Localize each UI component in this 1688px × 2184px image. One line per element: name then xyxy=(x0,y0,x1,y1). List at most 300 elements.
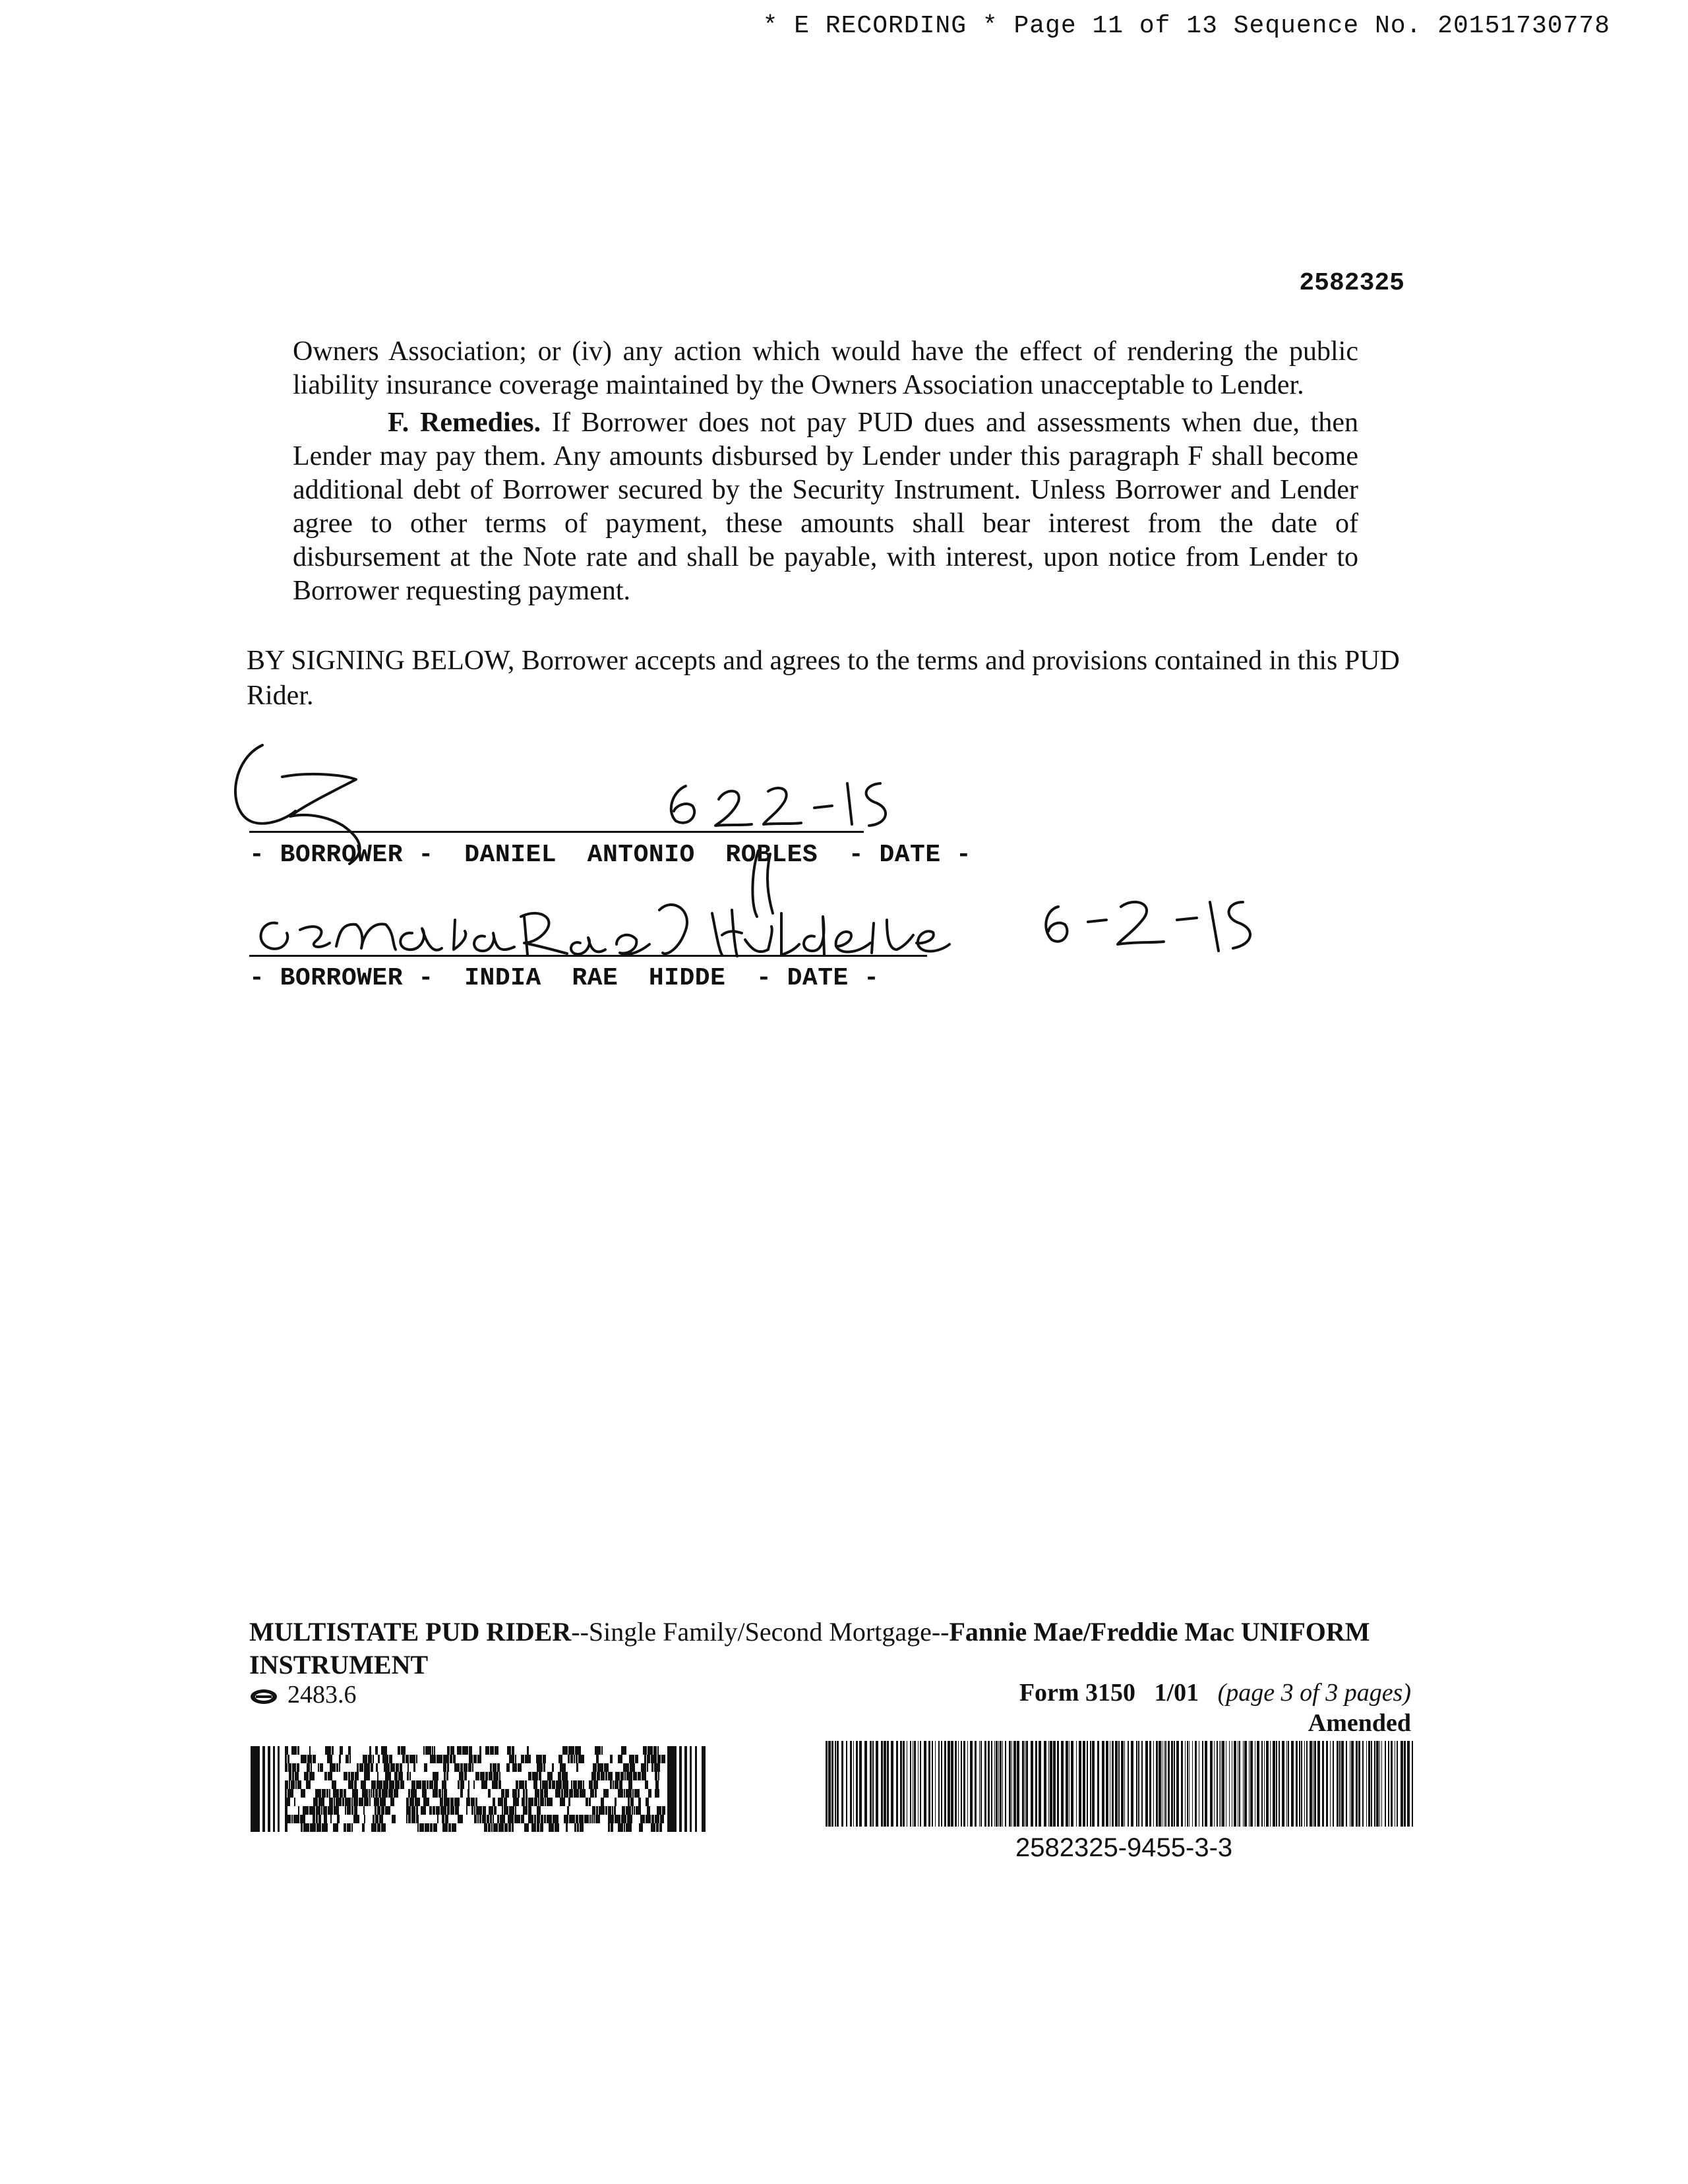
barcode-module xyxy=(287,1789,293,1798)
barcode-module xyxy=(611,1823,613,1832)
barcode-module xyxy=(647,1763,648,1772)
barcode-module xyxy=(311,1763,312,1772)
form-date: 1/01 xyxy=(1154,1679,1199,1707)
barcode-bar xyxy=(1115,1741,1118,1827)
barcode-module xyxy=(528,1798,533,1806)
barcode-module xyxy=(471,1798,475,1806)
barcode-module xyxy=(542,1780,548,1789)
barcode-module xyxy=(626,1823,632,1832)
barcode-module xyxy=(580,1789,586,1798)
barcode-module xyxy=(509,1806,514,1815)
barcode-bar xyxy=(1092,1741,1095,1827)
barcode-module xyxy=(647,1755,650,1763)
signature-line-2 xyxy=(249,955,927,957)
barcode-module xyxy=(381,1806,384,1815)
barcode-module xyxy=(537,1806,541,1815)
barcode-bar xyxy=(1192,1741,1193,1827)
barcode-module xyxy=(603,1789,609,1798)
barcode-module xyxy=(377,1772,378,1780)
barcode-module xyxy=(285,1798,290,1806)
barcode-module xyxy=(382,1755,388,1763)
barcode-module xyxy=(378,1755,380,1763)
barcode-bar xyxy=(1337,1741,1339,1827)
barcode-bar xyxy=(935,1741,936,1827)
barcode-bar xyxy=(1310,1741,1312,1827)
barcode-module xyxy=(392,1815,396,1823)
barcode-module xyxy=(348,1772,350,1780)
barcode-module xyxy=(655,1772,657,1780)
barcode-module xyxy=(285,1789,287,1798)
barcode-module xyxy=(303,1823,309,1832)
barcode-bar xyxy=(1165,1741,1166,1827)
barcode-module xyxy=(469,1746,472,1755)
barcode-bar xyxy=(1282,1741,1284,1827)
barcode-module xyxy=(452,1823,456,1832)
barcode-bar xyxy=(1189,1741,1190,1827)
barcode-module xyxy=(566,1823,568,1832)
signature-line-1 xyxy=(249,831,864,833)
signature-label-daniel-robles: - BORROWER - DANIEL ANTONIO ROBLES - DATE - xyxy=(249,841,972,869)
barcode-module xyxy=(653,1746,657,1755)
barcode-stop-bar xyxy=(690,1746,692,1832)
barcode-bar xyxy=(1379,1741,1380,1827)
barcode-module xyxy=(369,1746,371,1755)
barcode-module xyxy=(556,1780,562,1789)
barcode-bar xyxy=(876,1741,878,1827)
barcode-module xyxy=(615,1772,620,1780)
barcode-module xyxy=(580,1823,584,1832)
barcode-bar xyxy=(1401,1741,1403,1827)
barcode-bar xyxy=(1141,1741,1143,1827)
barcode-module xyxy=(518,1789,520,1798)
barcode-module xyxy=(638,1772,641,1780)
barcode-module xyxy=(591,1772,596,1780)
barcode-module xyxy=(498,1823,504,1832)
barcode-module xyxy=(495,1746,498,1755)
barcode-module xyxy=(504,1798,507,1806)
barcode-module xyxy=(494,1806,497,1815)
barcode-bar xyxy=(1326,1741,1328,1827)
barcode-bar xyxy=(1279,1741,1280,1827)
barcode-bar xyxy=(970,1741,973,1827)
barcode-stop-bar xyxy=(702,1746,706,1832)
barcode-module xyxy=(390,1763,395,1772)
barcode-module xyxy=(595,1789,597,1798)
barcode-bar xyxy=(884,1741,886,1827)
barcode-bar xyxy=(1087,1741,1088,1827)
barcode-bar xyxy=(1121,1741,1124,1827)
barcode-module xyxy=(347,1823,351,1832)
barcode-module xyxy=(487,1815,489,1823)
barcode-bar xyxy=(994,1741,995,1827)
barcode-bar xyxy=(1304,1741,1305,1827)
barcode-module xyxy=(430,1755,436,1763)
barcode-module xyxy=(512,1763,517,1772)
barcode-bar xyxy=(1243,1741,1244,1827)
barcode-bar xyxy=(1066,1741,1068,1827)
barcode-module xyxy=(371,1789,372,1798)
barcode-module xyxy=(552,1763,554,1772)
barcode-bar xyxy=(1222,1741,1224,1827)
barcode-module xyxy=(440,1798,443,1806)
barcode-module xyxy=(558,1772,561,1780)
barcode-bar xyxy=(841,1741,843,1827)
barcode-module xyxy=(484,1823,487,1832)
barcode-module xyxy=(408,1789,410,1798)
barcode-bar xyxy=(996,1741,998,1827)
barcode-module xyxy=(337,1815,340,1823)
barcode-module xyxy=(301,1755,307,1763)
barcode-module xyxy=(626,1806,631,1815)
barcode-module xyxy=(629,1755,634,1763)
barcode-bar xyxy=(910,1741,911,1827)
barcode-module xyxy=(534,1815,536,1823)
barcode-module xyxy=(564,1815,568,1823)
barcode-module xyxy=(307,1763,310,1772)
barcode-module xyxy=(525,1755,531,1763)
barcode-module xyxy=(618,1789,623,1798)
barcode-module xyxy=(322,1789,326,1798)
barcode-bar xyxy=(1371,1741,1372,1827)
barcode-module xyxy=(512,1823,514,1832)
barcode-module xyxy=(640,1815,645,1823)
barcode-module xyxy=(568,1798,570,1806)
barcode-module xyxy=(601,1746,603,1755)
barcode-module xyxy=(583,1780,584,1789)
barcode-module xyxy=(628,1798,630,1806)
barcode-module xyxy=(442,1815,444,1823)
barcode-bar xyxy=(1264,1741,1265,1827)
barcode-bar xyxy=(1000,1741,1002,1827)
barcode-module xyxy=(398,1772,403,1780)
barcode-module xyxy=(485,1772,488,1780)
barcode-module xyxy=(287,1755,289,1763)
barcode-module xyxy=(624,1772,626,1780)
barcode-module xyxy=(624,1823,625,1832)
barcode-module xyxy=(309,1806,315,1815)
barcode-module xyxy=(454,1798,460,1806)
barcode-bar xyxy=(1317,1741,1320,1827)
barcode-bar xyxy=(1202,1741,1203,1827)
barcode-bar xyxy=(980,1741,982,1827)
barcode-module xyxy=(381,1746,387,1755)
barcode-module xyxy=(619,1780,622,1789)
barcode-module xyxy=(332,1780,336,1789)
barcode-module xyxy=(409,1798,414,1806)
barcode-bar xyxy=(1039,1741,1041,1827)
barcode-module xyxy=(560,1798,565,1806)
barcode-module xyxy=(549,1780,551,1789)
barcode-module xyxy=(345,1798,351,1806)
barcode-module xyxy=(359,1798,363,1806)
barcode-bar xyxy=(853,1741,854,1827)
barcode-bar xyxy=(1291,1741,1294,1827)
barcode-bar xyxy=(1341,1741,1344,1827)
paragraph-owners-association: Owners Association; or (iv) any action which would have the effect of rendering the public liability insurance coverage maintained by the Owners Association unacceptable to Lender. xyxy=(293,336,1358,400)
barcode-module xyxy=(444,1789,447,1798)
barcode-bar xyxy=(1050,1741,1052,1827)
barcode-module xyxy=(541,1815,543,1823)
barcode-bar xyxy=(1069,1741,1070,1827)
barcode-module xyxy=(385,1772,391,1780)
barcode-bar xyxy=(1296,1741,1298,1827)
barcode-module xyxy=(411,1789,417,1798)
barcode-bar xyxy=(1239,1741,1240,1827)
barcode-module xyxy=(374,1798,379,1806)
barcode-bar xyxy=(856,1741,858,1827)
barcode-module xyxy=(627,1815,632,1823)
barcode-module xyxy=(508,1823,511,1832)
barcode-bar xyxy=(881,1741,883,1827)
barcode-module xyxy=(593,1763,597,1772)
barcode-bar xyxy=(1214,1741,1215,1827)
signature-label-india-hidde: - BORROWER - INDIA RAE HIDDE - DATE - xyxy=(249,964,880,992)
barcode-bar xyxy=(1002,1741,1003,1827)
barcode-module xyxy=(297,1780,301,1789)
barcode-module xyxy=(301,1823,303,1832)
barcode-module xyxy=(444,1798,450,1806)
barcode-module xyxy=(604,1763,609,1772)
barcode-module xyxy=(498,1798,503,1806)
barcode-module xyxy=(493,1772,498,1780)
barcode-module xyxy=(479,1746,481,1755)
barcode-module xyxy=(540,1780,541,1789)
barcode-module xyxy=(647,1806,650,1815)
barcode-bar xyxy=(1131,1741,1133,1827)
barcode-bar xyxy=(1017,1741,1019,1827)
barcode-module xyxy=(499,1772,500,1780)
barcode-bar xyxy=(900,1741,902,1827)
barcode-module xyxy=(328,1772,332,1780)
barcode-bar xyxy=(955,1741,957,1827)
barcode-module xyxy=(534,1798,537,1806)
barcode-module xyxy=(632,1789,634,1798)
remedies-heading: F. Remedies. xyxy=(388,408,541,438)
barcode-bar xyxy=(1009,1741,1011,1827)
barcode-module xyxy=(433,1823,437,1832)
barcode-module xyxy=(291,1746,297,1755)
barcode-module xyxy=(313,1815,315,1823)
barcode-bar xyxy=(1273,1741,1275,1827)
barcode-module xyxy=(382,1789,388,1798)
barcode-module xyxy=(504,1823,508,1832)
barcode-module xyxy=(618,1823,623,1832)
barcode-module xyxy=(641,1763,646,1772)
barcode-bar xyxy=(1185,1741,1186,1827)
barcode-module xyxy=(656,1823,659,1832)
barcode-module xyxy=(516,1780,518,1789)
barcode-module xyxy=(488,1823,491,1832)
barcode-module xyxy=(597,1763,603,1772)
barcode-module xyxy=(512,1789,517,1798)
barcode-module xyxy=(634,1789,640,1798)
barcode-module xyxy=(622,1806,625,1815)
barcode-module xyxy=(626,1772,632,1780)
barcode-module xyxy=(448,1823,451,1832)
barcode-bar xyxy=(1106,1741,1108,1827)
barcode-module xyxy=(634,1806,635,1815)
barcode-module xyxy=(540,1798,544,1806)
barcode-module xyxy=(377,1823,380,1832)
barcode-bar xyxy=(1358,1741,1360,1827)
barcode-bar xyxy=(1346,1741,1347,1827)
barcode-module xyxy=(433,1772,438,1780)
barcode-module xyxy=(624,1789,625,1798)
barcode-bar xyxy=(831,1741,833,1827)
barcode-module xyxy=(447,1746,450,1755)
form-title-bold-1: MULTISTATE PUD RIDER xyxy=(249,1617,572,1647)
barcode-bar xyxy=(918,1741,919,1827)
barcode-bar xyxy=(1044,1741,1046,1827)
barcode-module xyxy=(506,1763,510,1772)
barcode-bar xyxy=(1362,1741,1364,1827)
barcode-module xyxy=(549,1823,554,1832)
barcode-module xyxy=(342,1798,344,1806)
barcode-module xyxy=(437,1815,438,1823)
barcode-module xyxy=(543,1755,546,1763)
barcode-module xyxy=(521,1815,524,1823)
barcode-module xyxy=(576,1763,578,1772)
barcode-bar xyxy=(1333,1741,1334,1827)
barcode-module xyxy=(291,1780,295,1789)
barcode-module xyxy=(535,1789,539,1798)
barcode-module xyxy=(411,1780,415,1789)
barcode-bar xyxy=(1079,1741,1081,1827)
barcode-module xyxy=(615,1815,620,1823)
barcode-module xyxy=(654,1763,660,1772)
barcode-module xyxy=(644,1755,646,1763)
barcode-module xyxy=(515,1806,516,1815)
barcode-module xyxy=(574,1789,579,1798)
barcode-module xyxy=(400,1780,404,1789)
barcode-module xyxy=(340,1746,343,1755)
barcode-bar xyxy=(1249,1741,1250,1827)
barcode-module xyxy=(376,1763,378,1772)
barcode-start-bar xyxy=(268,1746,270,1832)
barcode-module xyxy=(307,1755,312,1763)
barcode-module xyxy=(285,1763,287,1772)
amended-label: Amended xyxy=(1308,1709,1411,1737)
barcode-module xyxy=(408,1815,411,1823)
barcode-module xyxy=(490,1763,492,1772)
barcode-module xyxy=(648,1789,651,1798)
barcode-module xyxy=(500,1815,505,1823)
barcode-module xyxy=(344,1772,347,1780)
barcode-module xyxy=(371,1823,377,1832)
barcode-module xyxy=(630,1798,634,1806)
form-code-number: 2483.6 xyxy=(287,1681,357,1709)
barcode-module xyxy=(505,1789,509,1798)
barcode-module xyxy=(537,1815,540,1823)
barcode-module xyxy=(348,1780,353,1789)
barcode-module xyxy=(422,1780,426,1789)
barcode-module xyxy=(351,1798,353,1806)
barcode-module xyxy=(460,1780,464,1789)
barcode-module xyxy=(406,1755,409,1763)
barcode-module xyxy=(364,1772,370,1780)
barcode-module xyxy=(427,1780,429,1789)
barcode-module xyxy=(460,1763,463,1772)
barcode-bar xyxy=(979,1741,980,1827)
barcode-module xyxy=(633,1772,637,1780)
barcode-module xyxy=(575,1746,581,1755)
barcode-module xyxy=(474,1806,475,1815)
barcode-module xyxy=(364,1798,369,1806)
barcode-module xyxy=(419,1823,424,1832)
barcode-bar xyxy=(1330,1741,1331,1827)
paragraph-remedies xyxy=(293,406,1358,608)
barcode-module xyxy=(545,1798,546,1806)
barcode-module xyxy=(659,1823,662,1832)
barcode-bar xyxy=(1159,1741,1161,1827)
barcode-module xyxy=(519,1780,524,1789)
barcode-module xyxy=(415,1798,420,1806)
barcode-module xyxy=(595,1815,600,1823)
barcode-module xyxy=(289,1772,291,1780)
barcode-bar xyxy=(1149,1741,1151,1827)
barcode-module xyxy=(568,1746,574,1755)
barcode-module xyxy=(355,1772,359,1780)
barcode-bar xyxy=(1306,1741,1308,1827)
barcode-module xyxy=(512,1746,514,1755)
barcode-module xyxy=(657,1746,659,1755)
barcode-bar xyxy=(1234,1741,1236,1827)
barcode-module xyxy=(375,1746,378,1755)
barcode-bar xyxy=(1076,1741,1077,1827)
barcode-module xyxy=(651,1763,653,1772)
barcode-module xyxy=(558,1755,562,1763)
barcode-module xyxy=(599,1806,605,1815)
barcode-bar xyxy=(1376,1741,1379,1827)
barcode-module xyxy=(324,1815,327,1823)
barcode-module xyxy=(570,1755,573,1763)
barcode-stop-bar xyxy=(667,1746,677,1832)
barcode-module xyxy=(349,1755,351,1763)
barcode-module xyxy=(466,1798,470,1806)
barcode-module xyxy=(430,1823,433,1832)
barcode-module xyxy=(375,1815,378,1823)
barcode-bar xyxy=(896,1741,898,1827)
barcode-module xyxy=(440,1806,446,1815)
barcode-stop-bar xyxy=(684,1746,687,1832)
barcode-bar xyxy=(1266,1741,1269,1827)
barcode-module xyxy=(493,1798,495,1806)
barcode-module xyxy=(381,1823,386,1832)
barcode-module xyxy=(437,1755,442,1763)
barcode-module xyxy=(318,1798,324,1806)
barcode-module xyxy=(409,1772,411,1780)
barcode-module xyxy=(589,1780,593,1789)
barcode-module xyxy=(480,1772,485,1780)
barcode-module xyxy=(521,1755,524,1763)
barcode-module xyxy=(662,1806,665,1815)
barcode-module xyxy=(353,1815,359,1823)
barcode-bar xyxy=(948,1741,950,1827)
barcode-module xyxy=(425,1746,431,1755)
barcode-module xyxy=(333,1789,339,1798)
barcode-module xyxy=(288,1763,291,1772)
barcode-bar xyxy=(988,1741,990,1827)
barcode-module xyxy=(409,1755,415,1763)
barcode-module xyxy=(375,1806,377,1815)
barcode-module xyxy=(610,1755,613,1763)
barcode-module xyxy=(458,1815,463,1823)
form-code xyxy=(249,1680,357,1709)
barcode-module xyxy=(361,1780,366,1789)
barcode-bar xyxy=(1299,1741,1300,1827)
barcode-module xyxy=(285,1806,287,1815)
barcode-bar xyxy=(1053,1741,1056,1827)
